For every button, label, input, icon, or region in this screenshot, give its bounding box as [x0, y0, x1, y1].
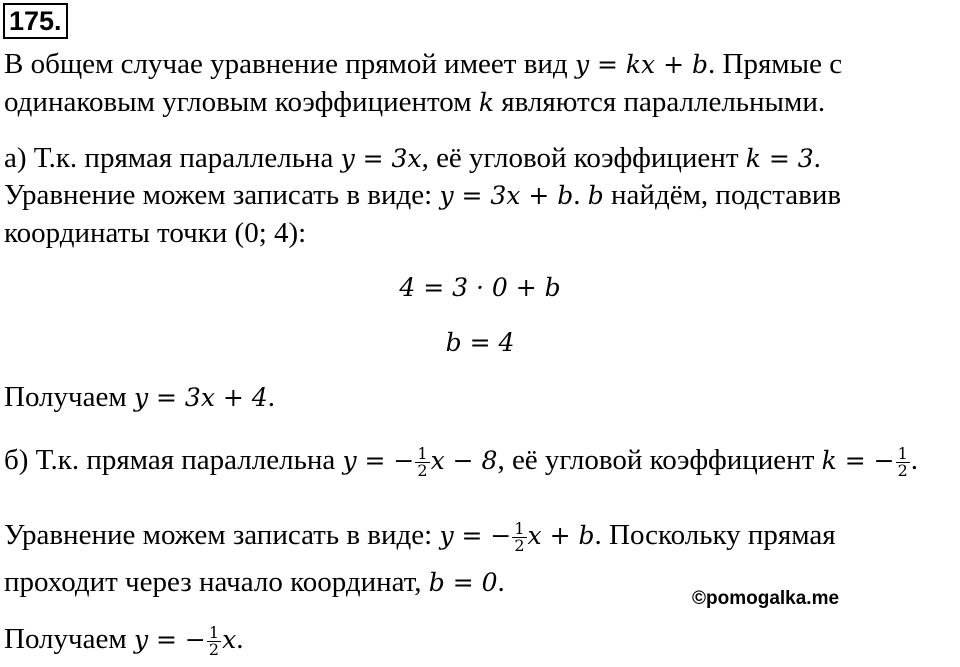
line-equation-general: y = kx + b	[574, 50, 708, 79]
part-a-result-text: Получаем	[4, 381, 134, 413]
fraction-denominator: 2	[514, 535, 525, 555]
fraction-denominator: 2	[417, 460, 428, 480]
watermark: ©pomogalka.me	[692, 588, 840, 609]
intro-line-2	[4, 85, 825, 120]
part-a-b-symbol: b	[587, 181, 604, 210]
part-a-given-line: y = 3x	[340, 144, 422, 173]
fraction-numerator: 1	[897, 443, 908, 463]
part-b-line-2	[4, 518, 836, 554]
part-b-result-start: y = −	[133, 625, 206, 654]
part-a-result-dot: .	[267, 381, 275, 413]
part-a-text-mid: , её угловой коэффициент	[421, 142, 746, 174]
part-b-line-3	[4, 565, 505, 600]
fraction-numerator: 1	[514, 518, 525, 538]
part-a-dot-2: .	[573, 179, 588, 211]
part-a-text: а) Т.к. прямая параллельна	[4, 142, 341, 174]
part-a-line-1	[4, 141, 821, 176]
part-a-line-2	[4, 178, 841, 213]
part-b-dot-3: .	[497, 566, 505, 598]
fraction-one-half	[415, 443, 429, 480]
part-b-text-2: Уравнение можем записать в виде:	[4, 519, 440, 551]
part-b-slope: k = −	[821, 446, 895, 475]
part-b-given-line-end: x − 8	[430, 446, 498, 475]
problem-number: 175.	[3, 3, 68, 39]
part-b-text: б) Т.к. прямая параллельна	[4, 444, 343, 476]
part-a-text-2-end: найдём, подставив	[603, 179, 842, 211]
part-b-text-mid: , её угловой коэффициент	[497, 444, 822, 476]
part-a-equation-2	[0, 325, 960, 360]
part-b-result-dot: .	[236, 623, 244, 655]
part-b-result-end: x	[222, 625, 237, 654]
fraction-one-half	[207, 622, 221, 659]
fraction-denominator: 2	[897, 460, 908, 480]
part-a-result	[4, 380, 275, 415]
part-a-equation-form: y = 3x + b	[439, 181, 574, 210]
intro-text: В общем случае уравнение прямой имеет вид	[4, 48, 575, 80]
part-b-line-1	[4, 443, 918, 479]
part-a-dot: .	[813, 142, 821, 174]
part-b-result-text: Получаем	[4, 623, 134, 655]
part-a-slope: k = 3	[745, 144, 814, 173]
part-b-equation-end: x + b	[527, 521, 595, 550]
slope-symbol: k	[478, 88, 495, 117]
part-b-text-3: проходит через начало координат,	[4, 566, 429, 598]
fraction-numerator: 1	[417, 443, 428, 463]
fraction-one-half	[512, 518, 526, 555]
part-b-text-2-end: . Поскольку прямая	[594, 519, 836, 551]
part-a-line-3: координаты точки (0; 4):	[4, 217, 307, 249]
b-value-equation: b = 4	[445, 328, 515, 357]
part-b-equation-start: y = −	[439, 521, 512, 550]
intro-line-1	[4, 47, 842, 82]
part-a-result-formula: y = 3x + 4	[133, 383, 268, 412]
part-b-dot: .	[910, 444, 918, 476]
fraction-denominator: 2	[208, 639, 220, 659]
intro-text-2: одинаковым угловым коэффициентом	[4, 86, 479, 118]
fraction-numerator: 1	[208, 622, 220, 642]
substitution-equation: 4 = 3 · 0 + b	[399, 273, 561, 302]
part-b-result	[4, 622, 243, 658]
intro-text-end: . Прямые с	[708, 48, 843, 80]
fraction-one-half	[896, 443, 910, 480]
part-a-equation-1	[0, 270, 960, 305]
part-b-b-value: b = 0	[428, 568, 498, 597]
part-b-given-line-start: y = −	[342, 446, 415, 475]
intro-text-2-end: являются параллельными.	[494, 86, 826, 118]
part-a-text-2: Уравнение можем записать в виде:	[4, 179, 440, 211]
